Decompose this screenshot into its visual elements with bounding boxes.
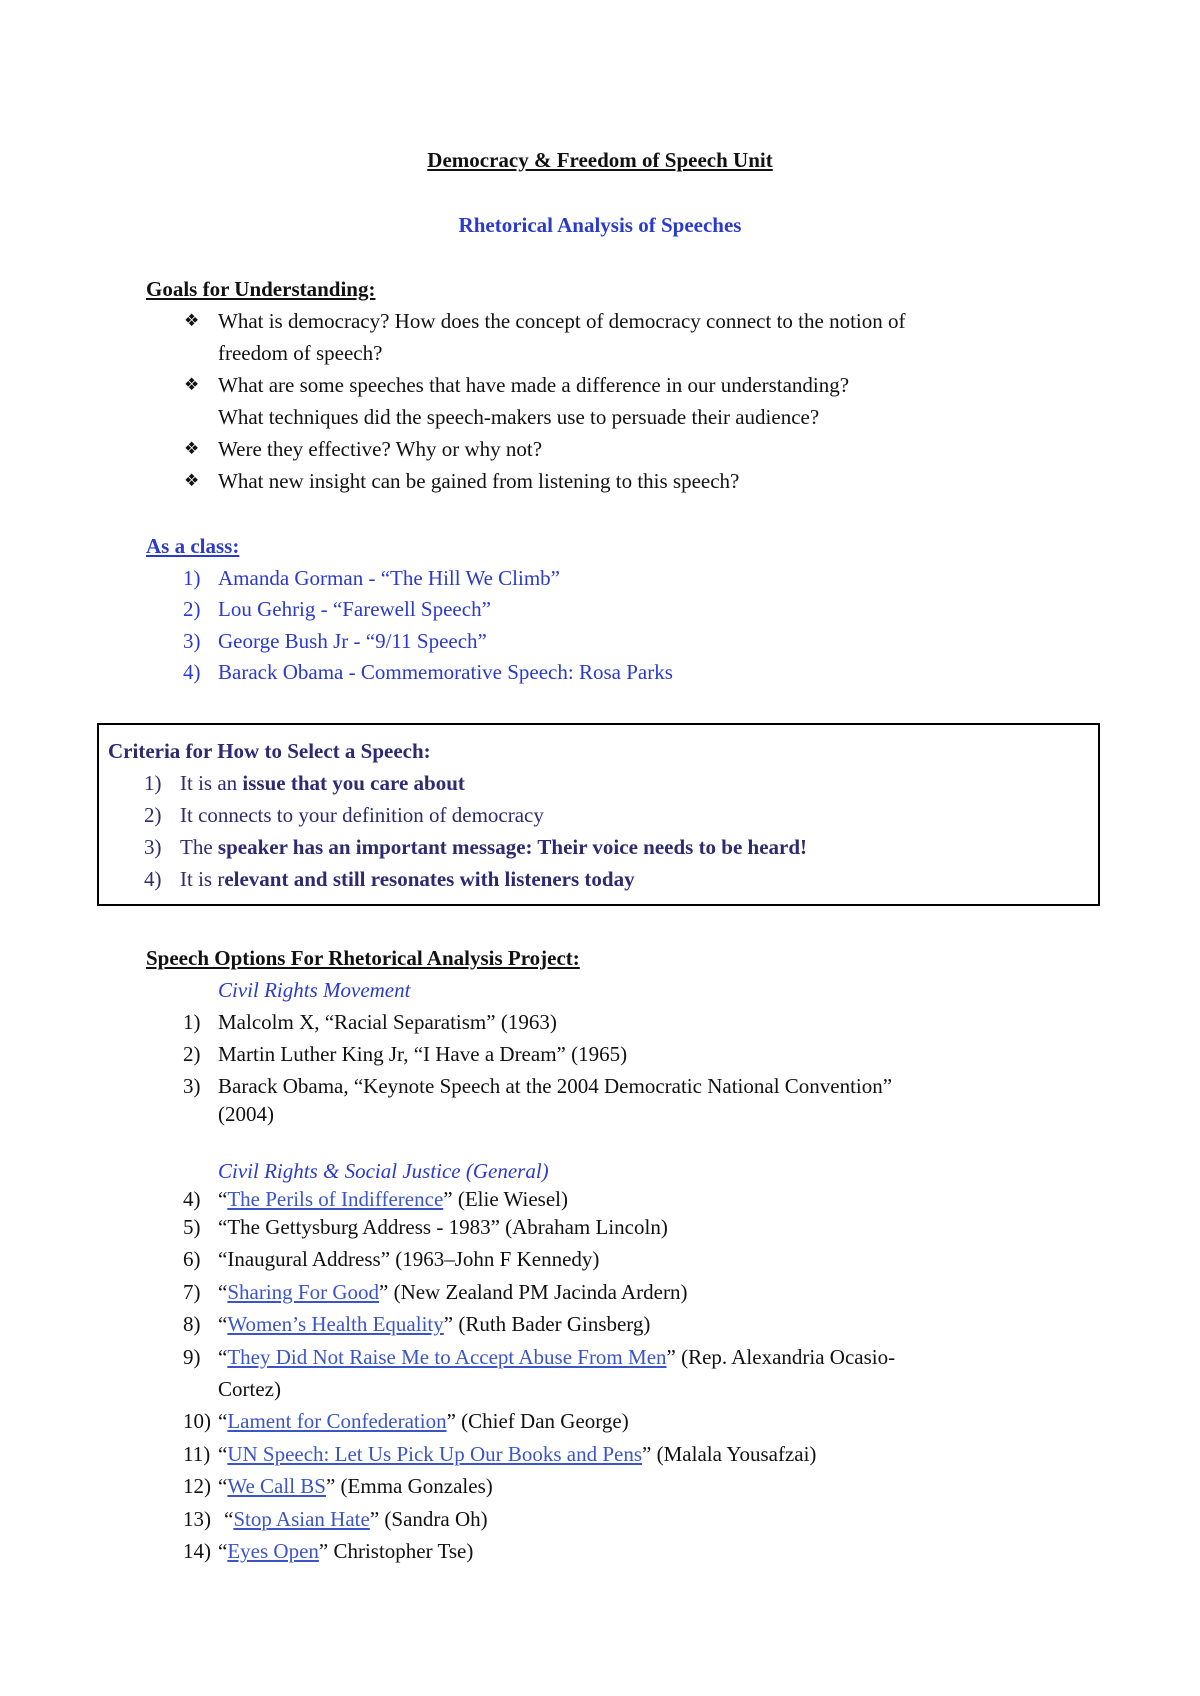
speech-link[interactable]: Women’s Health Equality — [227, 1312, 444, 1336]
speech-item — [218, 1441, 816, 1467]
speech-attribution: ” (Rep. Alexandria Ocasio- — [666, 1345, 896, 1369]
speech-link[interactable]: Eyes Open — [227, 1539, 319, 1563]
list-number: 2) — [144, 803, 162, 827]
speech-attribution: ” (New Zealand PM Jacinda Ardern) — [379, 1280, 688, 1304]
quote-open: “ — [224, 1507, 234, 1531]
speech-options-heading: Speech Options For Rhetorical Analysis Project: — [146, 946, 580, 970]
goal-text: What techniques did the speech-makers use to persuade their audience? — [218, 405, 820, 429]
speech-link[interactable]: The Perils of Indifference — [227, 1187, 444, 1211]
criteria-item-bold: elevant and still resonates with listeners today — [224, 867, 635, 891]
list-number: 9) — [183, 1345, 201, 1369]
speech-item — [218, 1186, 568, 1212]
list-number: 1) — [183, 1010, 201, 1034]
criteria-item-plain: It is an — [180, 771, 243, 795]
quote-open: “ — [218, 1474, 228, 1498]
list-number: 1) — [144, 771, 162, 795]
class-speech-item: Lou Gehrig - “Farewell Speech” — [218, 597, 491, 621]
speech-link[interactable]: They Did Not Raise Me to Accept Abuse From Men — [227, 1345, 667, 1369]
speech-attribution: ” (Sandra Oh) — [369, 1507, 488, 1531]
criteria-item — [180, 834, 807, 860]
list-number: 4) — [144, 867, 162, 891]
speech-item — [218, 1408, 629, 1434]
speech-link[interactable]: We Call BS — [227, 1474, 326, 1498]
goal-text: What new insight can be gained from listening to this speech? — [218, 469, 740, 493]
speech-attribution: ” (Malala Yousafzai) — [642, 1442, 817, 1466]
diamond-bullet-icon: ❖ — [184, 439, 200, 458]
quote-open: “ — [218, 1442, 228, 1466]
class-speech-item: George Bush Jr - “9/11 Speech” — [218, 629, 487, 653]
document-subtitle: Rhetorical Analysis of Speeches — [458, 213, 742, 237]
class-heading: As a class: — [146, 534, 240, 558]
criteria-item — [180, 866, 635, 892]
document-title: Democracy & Freedom of Speech Unit — [427, 148, 773, 172]
speech-item: Barack Obama, “Keynote Speech at the 2004 Democratic National Convention” — [218, 1074, 893, 1098]
list-number: 11) — [183, 1442, 211, 1466]
list-number: 12) — [183, 1474, 211, 1498]
criteria-item-bold: issue that you care about — [242, 771, 465, 795]
speech-attribution: ” (Chief Dan George) — [446, 1409, 629, 1433]
list-number: 10) — [183, 1409, 211, 1433]
section-label: Civil Rights Movement — [218, 978, 411, 1002]
criteria-item-plain: It is r — [180, 867, 225, 891]
quote-open: “ — [218, 1539, 228, 1563]
criteria-heading: Criteria for How to Select a Speech: — [108, 739, 431, 763]
speech-link[interactable]: Stop Asian Hate — [233, 1507, 370, 1531]
goal-text: freedom of speech? — [218, 341, 383, 365]
speech-item — [218, 1279, 687, 1305]
speech-link[interactable]: Sharing For Good — [227, 1280, 379, 1304]
list-number: 7) — [183, 1280, 201, 1304]
speech-item: Malcolm X, “Racial Separatism” (1963) — [218, 1010, 557, 1034]
speech-attribution: ” (Elie Wiesel) — [443, 1187, 568, 1211]
list-number: 3) — [144, 835, 162, 859]
goals-heading: Goals for Understanding: — [146, 277, 376, 301]
list-number: 4) — [183, 660, 201, 684]
criteria-item — [180, 770, 465, 796]
list-number: 14) — [183, 1539, 211, 1563]
speech-item — [218, 1344, 895, 1370]
quote-open: “ — [218, 1280, 228, 1304]
list-number: 4) — [183, 1187, 201, 1211]
diamond-bullet-icon: ❖ — [184, 375, 200, 394]
speech-item: “The Gettysburg Address - 1983” (Abraham Lincoln) — [218, 1215, 668, 1239]
speech-item: Martin Luther King Jr, “I Have a Dream” (1965) — [218, 1042, 628, 1066]
speech-link[interactable]: UN Speech: Let Us Pick Up Our Books and Pens — [227, 1442, 643, 1466]
speech-item — [218, 1473, 493, 1499]
speech-item-continued: Cortez) — [218, 1377, 281, 1401]
list-number: 13) — [183, 1507, 211, 1531]
criteria-item — [180, 802, 544, 828]
quote-open: “ — [218, 1345, 228, 1369]
speech-item — [224, 1506, 488, 1532]
speech-link[interactable]: Lament for Confederation — [227, 1409, 447, 1433]
criteria-item-plain: The — [180, 835, 218, 859]
list-number: 2) — [183, 1042, 201, 1066]
criteria-item-bold: speaker has an important message: Their voice needs to be heard! — [217, 835, 808, 859]
list-number: 8) — [183, 1312, 201, 1336]
list-number: 1) — [183, 566, 201, 590]
class-speech-item: Barack Obama - Commemorative Speech: Rosa Parks — [218, 660, 673, 684]
speech-item: “Inaugural Address” (1963–John F Kennedy) — [218, 1247, 600, 1271]
quote-open: “ — [218, 1409, 228, 1433]
list-number: 5) — [183, 1215, 201, 1239]
speech-attribution: ” (Ruth Bader Ginsberg) — [443, 1312, 651, 1336]
list-number: 3) — [183, 629, 201, 653]
list-number: 6) — [183, 1247, 201, 1271]
list-number: 3) — [183, 1074, 201, 1098]
speech-item-continued: (2004) — [218, 1102, 274, 1126]
list-number: 2) — [183, 597, 201, 621]
goal-text: What is democracy? How does the concept of democracy connect to the notion of — [218, 309, 906, 333]
speech-item — [218, 1311, 650, 1337]
diamond-bullet-icon: ❖ — [184, 471, 200, 490]
section-label: Civil Rights & Social Justice (General) — [218, 1159, 549, 1183]
speech-item — [218, 1538, 473, 1564]
speech-attribution: ” Christopher Tse) — [318, 1539, 474, 1563]
criteria-item-plain: It connects to your definition of democracy — [180, 803, 544, 827]
diamond-bullet-icon: ❖ — [184, 311, 200, 330]
class-speech-item: Amanda Gorman - “The Hill We Climb” — [218, 566, 560, 590]
quote-open: “ — [218, 1312, 228, 1336]
goal-text: What are some speeches that have made a difference in our understanding? — [218, 373, 850, 397]
quote-open: “ — [218, 1187, 228, 1211]
goal-text: Were they effective? Why or why not? — [218, 437, 543, 461]
speech-attribution: ” (Emma Gonzales) — [325, 1474, 493, 1498]
